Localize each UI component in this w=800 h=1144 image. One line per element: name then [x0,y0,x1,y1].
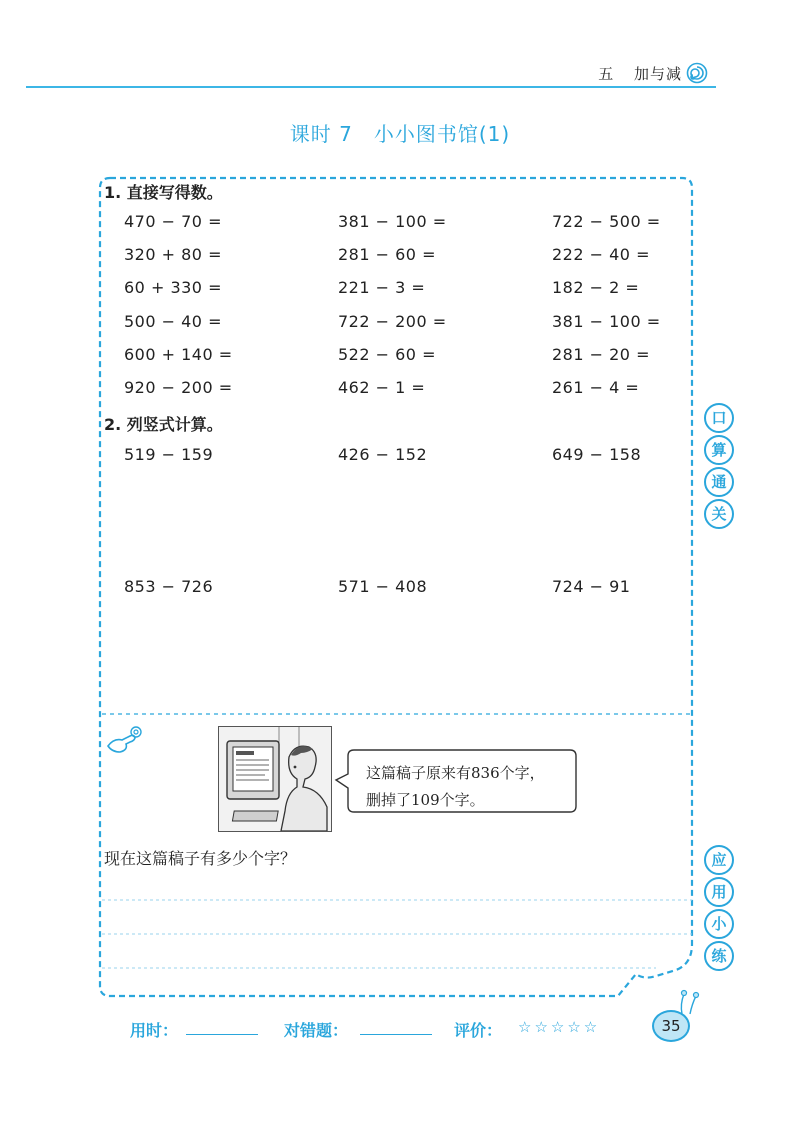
vertical-calc: 724 − 91 [552,577,631,596]
section1-label: 1. 直接写得数。 [104,183,223,202]
time-blank[interactable] [186,1034,258,1035]
computer-illustration [218,726,332,832]
header-rule [26,86,716,88]
section2-label: 2. 列竖式计算。 [104,415,223,434]
equation: 221 − 3 = [338,278,426,297]
vertical-calc: 853 − 726 [124,577,214,596]
equation: 920 − 200 = [124,378,233,397]
equation: 522 − 60 = [338,345,436,364]
header-chapter-name: 加与减 [633,65,682,83]
tag-oral-2: 算 [704,435,734,465]
tag-apply-4: 练 [704,941,734,971]
equation: 381 − 100 = [338,212,447,231]
word-problem-question: 现在这篇稿子有多少个字？ [104,849,297,868]
speech-line: 删掉了109个字。 [366,791,485,809]
speech-text [366,760,545,814]
tag-oral-1: 口 [704,403,734,433]
vertical-calc: 426 − 152 [338,445,428,464]
equation: 722 − 200 = [338,312,447,331]
time-label: 用时： [130,1021,179,1040]
rating-stars[interactable]: ☆☆☆☆☆ [518,1018,601,1036]
equation: 281 − 20 = [552,345,650,364]
equation: 470 − 70 = [124,212,222,231]
pointing-hand-icon [104,724,144,756]
tag-apply-3: 小 [704,909,734,939]
equation: 381 − 100 = [552,312,661,331]
header-chapter [584,63,682,84]
lesson-title: 课时 7 小小图书馆(1) [289,122,511,146]
header-unit: 五 [598,65,615,83]
equation: 500 − 40 = [124,312,222,331]
errors-blank[interactable] [360,1034,432,1035]
equation: 320 + 80 = [124,245,222,264]
tag-apply-2: 用 [704,877,734,907]
equation: 261 − 4 = [552,378,640,397]
equation: 60 + 330 = [124,278,222,297]
equation: 182 − 2 = [552,278,640,297]
equation: 600 + 140 = [124,345,233,364]
vertical-calc: 519 − 159 [124,445,214,464]
page-number: 35 [652,1010,690,1042]
equation: 281 − 60 = [338,245,436,264]
tag-apply-1: 应 [704,845,734,875]
vertical-calc: 571 − 408 [338,577,428,596]
rating-label: 评价： [454,1021,503,1040]
tag-oral-3: 通 [704,467,734,497]
spiral-icon [686,62,708,84]
equation: 222 − 40 = [552,245,650,264]
speech-line: 这篇稿子原来有836个字， [366,764,545,782]
equation: 462 − 1 = [338,378,426,397]
tag-oral-4: 关 [704,499,734,529]
vertical-calc: 649 − 158 [552,445,642,464]
equation: 722 − 500 = [552,212,661,231]
errors-label: 对错题： [284,1021,349,1040]
